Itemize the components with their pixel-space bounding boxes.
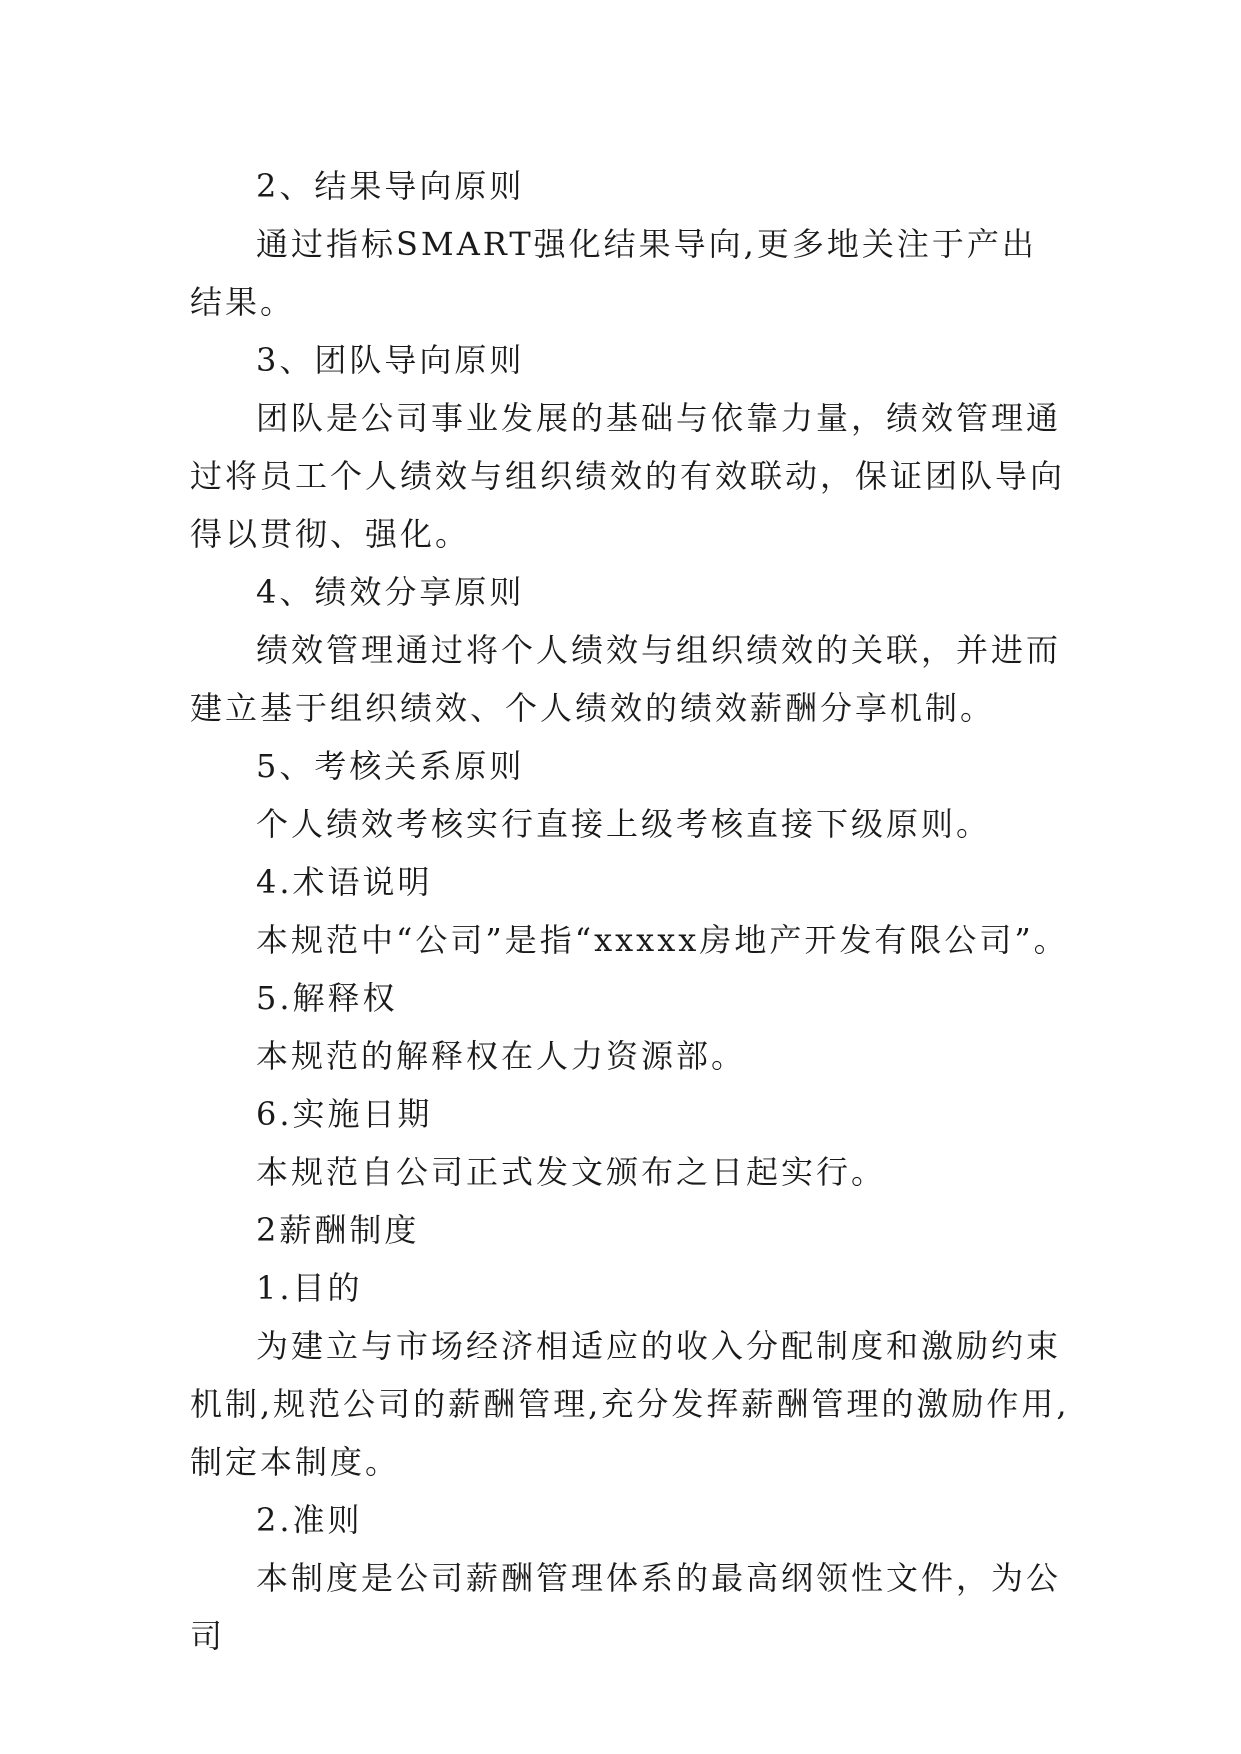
paragraph-team-oriented: 团队是公司事业发展的基础与依靠力量，绩效管理通过将员工个人绩效与组织绩效的有效联动，保证团队导向得以贯彻、强化。 xyxy=(190,399,1066,553)
paragraph-assessment-relation: 个人绩效考核实行直接上级考核直接下级原则。 xyxy=(256,805,992,843)
paragraph-result-oriented: 通过指标SMART强化结果导向,更多地关注于产出结果。 xyxy=(190,225,1037,321)
paragraph-interpretation: 本规范的解释权在人力资源部。 xyxy=(256,1037,747,1075)
paragraph-effective-date: 本规范自公司正式发文颁布之日起实行。 xyxy=(256,1153,887,1191)
section-heading-result-oriented: 2、结果导向原则 xyxy=(256,167,525,205)
section-heading-performance-sharing: 4、绩效分享原则 xyxy=(256,573,525,611)
section-heading-purpose: 1.目的 xyxy=(256,1269,363,1307)
paragraph-guidelines: 本制度是公司薪酬管理体系的最高纲领性文件，为公司 xyxy=(190,1559,1062,1655)
paragraph-purpose: 为建立与市场经济相适应的收入分配制度和激励约束机制,规范公司的薪酬管理,充分发挥薪酬管理的激励作用,制定本制度。 xyxy=(190,1327,1070,1481)
section-heading-interpretation: 5.解释权 xyxy=(256,979,398,1017)
section-heading-effective-date: 6.实施日期 xyxy=(256,1095,433,1133)
paragraph-performance-sharing: 绩效管理通过将个人绩效与组织绩效的关联，并进而建立基于组织绩效、个人绩效的绩效薪酬分享机制。 xyxy=(190,631,1062,727)
paragraph-terms: 本规范中“公司”是指“xxxxx房地产开发有限公司”。 xyxy=(256,921,1069,959)
chapter-heading-salary-system: 2薪酬制度 xyxy=(256,1211,420,1249)
section-heading-terms: 4.术语说明 xyxy=(256,863,433,901)
section-heading-guidelines: 2.准则 xyxy=(256,1501,363,1539)
document-body xyxy=(190,157,1070,1665)
section-heading-team-oriented: 3、团队导向原则 xyxy=(256,341,525,379)
section-heading-assessment-relation: 5、考核关系原则 xyxy=(256,747,525,785)
